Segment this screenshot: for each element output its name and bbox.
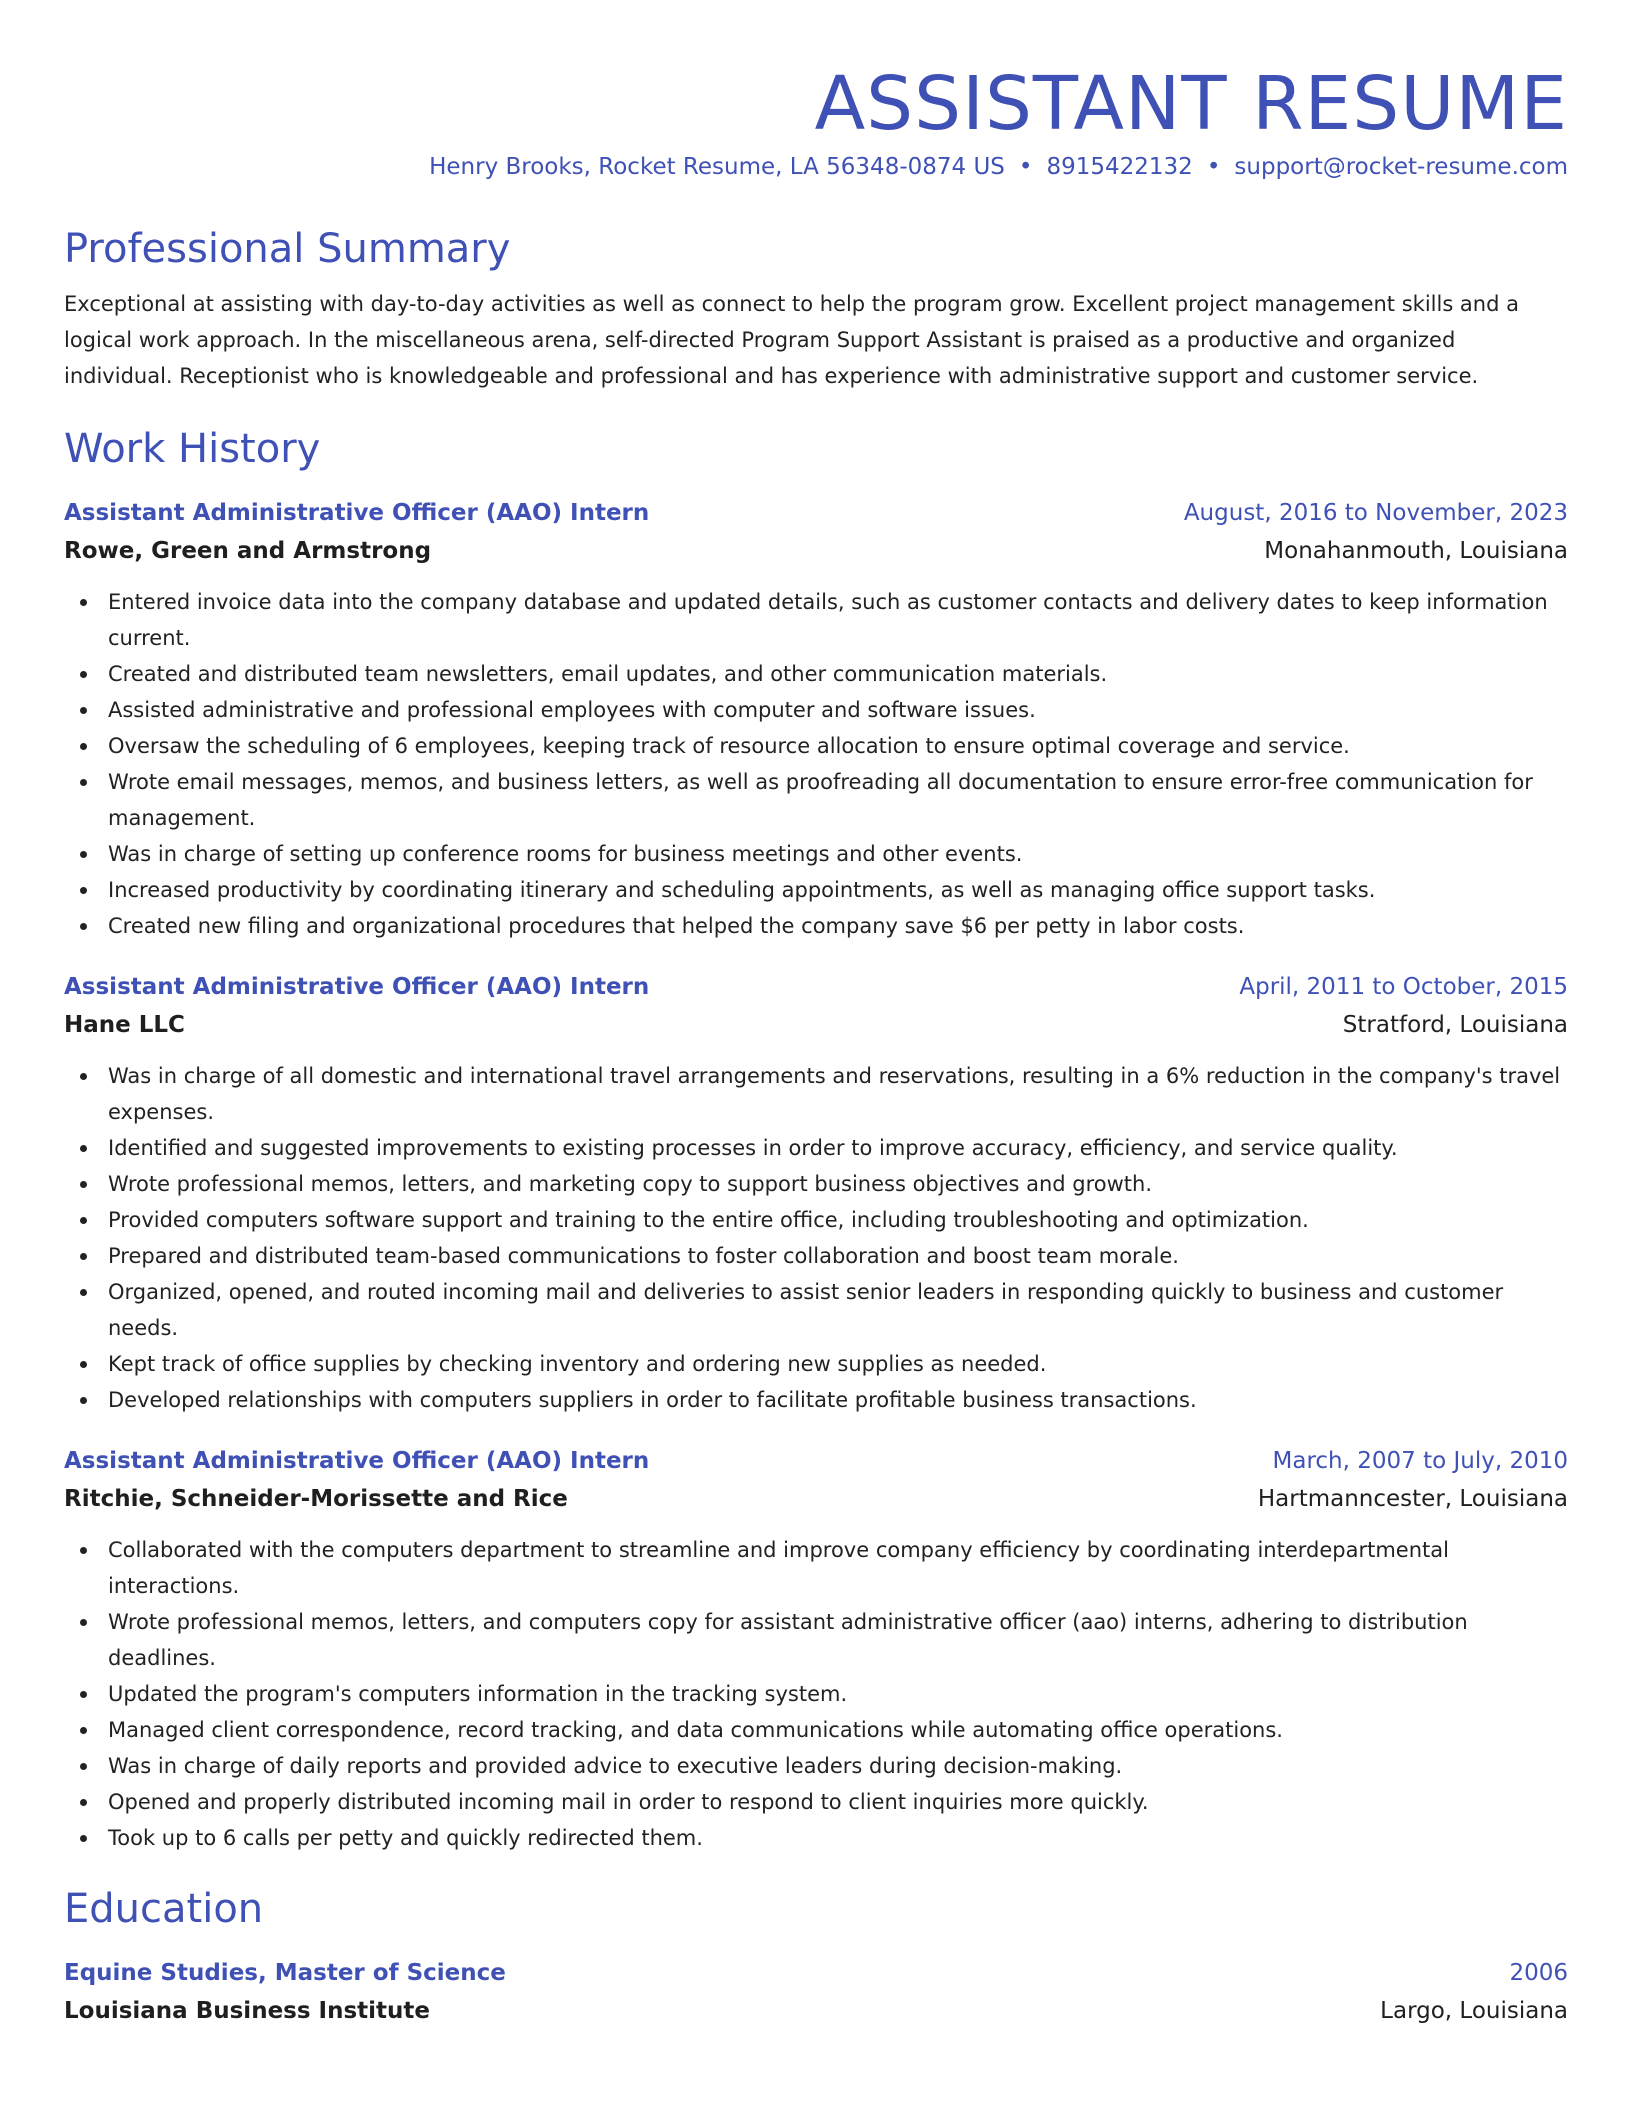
job-bullet: Entered invoice data into the company database and updated details, such as customer contacts and delivery dates to keep information current. xyxy=(64,584,1568,656)
job-bullet: Was in charge of setting up conference rooms for business meetings and other events. xyxy=(64,836,1568,872)
job-bullet: Wrote professional memos, letters, and marketing copy to support business objectives and growth. xyxy=(64,1166,1568,1202)
job-bullet: Managed client correspondence, record tracking, and data communications while automating office operations. xyxy=(64,1712,1568,1748)
job-dates: April, 2011 to October, 2015 xyxy=(1239,974,1568,1000)
contact-line xyxy=(64,152,1568,182)
job-entry xyxy=(64,494,1568,944)
job-title: Assistant Administrative Officer (AAO) Intern xyxy=(64,500,650,526)
work-history-heading: Work History xyxy=(64,426,321,472)
summary-section xyxy=(64,224,1568,394)
job-bullet: Was in charge of all domestic and international travel arrangements and reservations, resulting in a 6% reduction in the company's travel expenses. xyxy=(64,1058,1568,1130)
education-year: 2006 xyxy=(1509,1960,1568,1986)
job-bullets xyxy=(64,1058,1568,1418)
summary-text: Exceptional at assisting with day-to-day activities as well as connect to help the program grow. Excellent project management skills and a logical work approach. In the miscellaneous arena, self-directed Program Support Assistant is praised as a productive and organized individual. Receptionist who is knowledgeable and professional and has experience with administrative support and customer service. xyxy=(64,292,1519,388)
education-section xyxy=(64,1884,1568,2030)
job-company: Ritchie, Schneider-Morissette and Rice xyxy=(64,1486,568,1512)
resume-title: ASSISTANT RESUME xyxy=(814,61,1568,147)
job-bullet: Developed relationships with computers suppliers in order to facilitate profitable business transactions. xyxy=(64,1382,1568,1418)
job-entry xyxy=(64,968,1568,1418)
job-bullet: Prepared and distributed team-based communications to foster collaboration and boost team morale. xyxy=(64,1238,1568,1274)
education-heading: Education xyxy=(64,1886,264,1932)
job-bullet: Created and distributed team newsletters, email updates, and other communication materials. xyxy=(64,656,1568,692)
job-bullet: Kept track of office supplies by checking inventory and ordering new supplies as needed. xyxy=(64,1346,1568,1382)
job-bullet: Oversaw the scheduling of 6 employees, keeping track of resource allocation to ensure optimal coverage and service. xyxy=(64,728,1568,764)
job-bullet: Wrote professional memos, letters, and computers copy for assistant administrative officer (aao) interns, adhering to distribution deadlines. xyxy=(64,1604,1568,1676)
job-bullet: Provided computers software support and training to the entire office, including troubleshooting and optimization. xyxy=(64,1202,1568,1238)
job-bullet: Collaborated with the computers department to streamline and improve company efficiency by coordinating interdepartmental interactions. xyxy=(64,1532,1568,1604)
contact-address: Henry Brooks, Rocket Resume, LA 56348-0874 US xyxy=(429,154,1005,180)
job-bullet: Created new filing and organizational procedures that helped the company save $6 per petty in labor costs. xyxy=(64,908,1568,944)
job-bullet: Updated the program's computers information in the tracking system. xyxy=(64,1676,1568,1712)
job-dates: March, 2007 to July, 2010 xyxy=(1272,1448,1568,1474)
job-dates: August, 2016 to November, 2023 xyxy=(1183,500,1568,526)
education-location: Largo, Louisiana xyxy=(1380,1998,1568,2024)
job-bullet: Wrote email messages, memos, and business letters, as well as proofreading all documentation to ensure error-free communication for management. xyxy=(64,764,1568,836)
job-bullet: Was in charge of daily reports and provided advice to executive leaders during decision-making. xyxy=(64,1748,1568,1784)
job-location: Stratford, Louisiana xyxy=(1342,1012,1568,1038)
contact-email[interactable]: support@rocket-resume.com xyxy=(1234,154,1568,180)
education-school: Louisiana Business Institute xyxy=(64,1998,431,2024)
contact-separator: • xyxy=(1206,154,1221,180)
job-bullet: Assisted administrative and professional employees with computer and software issues. xyxy=(64,692,1568,728)
summary-heading: Professional Summary xyxy=(64,226,511,272)
job-location: Hartmanncester, Louisiana xyxy=(1257,1486,1568,1512)
job-bullet: Organized, opened, and routed incoming mail and deliveries to assist senior leaders in responding quickly to business and customer needs. xyxy=(64,1274,1568,1346)
contact-separator: • xyxy=(1018,154,1033,180)
job-company: Rowe, Green and Armstrong xyxy=(64,538,432,564)
job-bullet: Increased productivity by coordinating itinerary and scheduling appointments, as well as managing office support tasks. xyxy=(64,872,1568,908)
job-bullet: Opened and properly distributed incoming mail in order to respond to client inquiries more quickly. xyxy=(64,1784,1568,1820)
job-title: Assistant Administrative Officer (AAO) Intern xyxy=(64,974,650,1000)
education-degree: Equine Studies, Master of Science xyxy=(64,1960,506,1986)
job-bullets xyxy=(64,1532,1568,1856)
job-title: Assistant Administrative Officer (AAO) Intern xyxy=(64,1448,650,1474)
job-company: Hane LLC xyxy=(64,1012,185,1038)
job-entry xyxy=(64,1442,1568,1856)
work-history-section xyxy=(64,424,1568,1856)
job-bullets xyxy=(64,584,1568,944)
job-bullet: Took up to 6 calls per petty and quickly redirected them. xyxy=(64,1820,1568,1856)
contact-phone: 8915422132 xyxy=(1046,154,1193,180)
job-location: Monahanmouth, Louisiana xyxy=(1264,538,1568,564)
job-bullet: Identified and suggested improvements to existing processes in order to improve accuracy, efficiency, and service quality. xyxy=(64,1130,1568,1166)
education-entry xyxy=(64,1954,1568,2030)
